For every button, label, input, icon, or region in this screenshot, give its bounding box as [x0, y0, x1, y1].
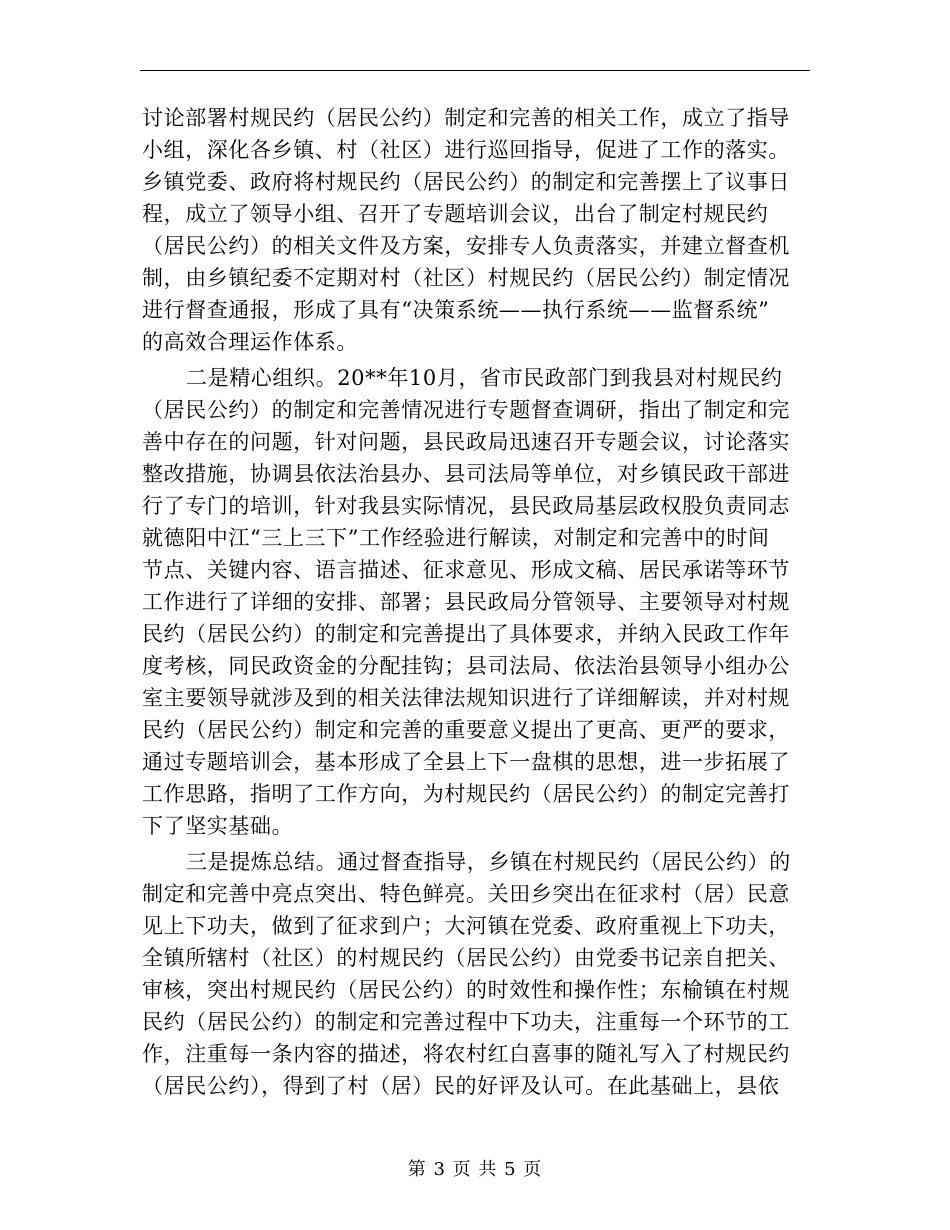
text-line: 三是提炼总结。通过督查指导，乡镇在村规民约（居民公约）的 [186, 850, 791, 874]
text-line: 民约（居民公约）的制定和完善提出了具体要求，并纳入民政工作年 [142, 622, 790, 646]
text-line: 度考核，同民政资金的分配挂钩；县司法局、依法治县领导小组办公 [142, 654, 790, 678]
text-line: 讨论部署村规民约（居民公约）制定和完善的相关工作，成立了指导 [142, 106, 790, 130]
text-line: 行了专门的培训，针对我县实际情况，县民政局基层政权股负责同志 [142, 494, 790, 518]
header-rule [140, 70, 810, 71]
text-line: 小组，深化各乡镇、村（社区）进行巡回指导，促进了工作的落实。 [142, 138, 790, 162]
text-line: 工作思路，指明了工作方向，为村规民约（居民公约）的制定完善打 [142, 782, 790, 806]
text-line: 整改措施，协调县依法治县办、县司法局等单位，对乡镇民政干部进 [142, 462, 790, 486]
text-line: 善中存在的问题，针对问题，县民政局迅速召开专题会议，讨论落实 [142, 430, 790, 454]
text-line: 节点、关键内容、语言描述、征求意见、形成文稿、居民承诺等环节 [142, 558, 790, 582]
text-line: 民约（居民公约）的制定和完善过程中下功夫，注重每一个环节的工 [142, 1010, 790, 1034]
text-line: 就德阳中江“三上三下”工作经验进行解读，对制定和完善中的时间 [142, 526, 770, 550]
text-line: 见上下功夫，做到了征求到户；大河镇在党委、政府重视上下功夫， [142, 914, 790, 938]
text-line: 二是精心组织。20**年10月，省市民政部门到我县对村规民约 [186, 366, 783, 390]
text-line: 审核，突出村规民约（居民公约）的时效性和操作性；东榆镇在村规 [142, 978, 790, 1002]
page-number-footer: 第 3 页 共 5 页 [407, 1159, 543, 1180]
paragraph-1 [142, 102, 806, 358]
text-line: 民约（居民公约）制定和完善的重要意义提出了更高、更严的要求， [142, 718, 790, 742]
text-line: 工作进行了详细的安排、部署；县民政局分管领导、主要领导对村规 [142, 590, 790, 614]
text-line: 乡镇党委、政府将村规民约（居民公约）的制定和完善摆上了议事日 [142, 170, 790, 194]
document-body [142, 102, 806, 1102]
text-line: （居民公约）的相关文件及方案，安排专人负责落实，并建立督查机 [142, 234, 790, 258]
text-line: 通过专题培训会，基本形成了全县上下一盘棋的思想，进一步拓展了 [142, 750, 790, 774]
paragraph-3 [142, 846, 806, 1102]
text-line: 下了坚实基础。 [142, 814, 294, 838]
text-line: 全镇所辖村（社区）的村规民约（居民公约）由党委书记亲自把关、 [142, 946, 790, 970]
text-line: 进行督查通报，形成了具有“决策系统——执行系统——监督系统” [142, 298, 770, 322]
text-line: 程，成立了领导小组、召开了专题培训会议，出台了制定村规民约 [142, 202, 769, 226]
text-line: 制，由乡镇纪委不定期对村（社区）村规民约（居民公约）制定情况 [142, 266, 790, 290]
text-line: 的高效合理运作体系。 [142, 330, 358, 354]
text-line: 制定和完善中亮点突出、特色鲜亮。关田乡突出在征求村（居）民意 [142, 882, 790, 906]
text-line: （居民公约），得到了村（居）民的好评及认可。在此基础上，县依 [142, 1074, 780, 1098]
paragraph-2 [142, 362, 806, 842]
text-line: 作，注重每一条内容的描述，将农村红白喜事的随礼写入了村规民约 [142, 1042, 790, 1066]
text-line: 室主要领导就涉及到的相关法律法规知识进行了详细解读，并对村规 [142, 686, 790, 710]
text-line: （居民公约）的制定和完善情况进行专题督查调研，指出了制定和完 [142, 398, 790, 422]
